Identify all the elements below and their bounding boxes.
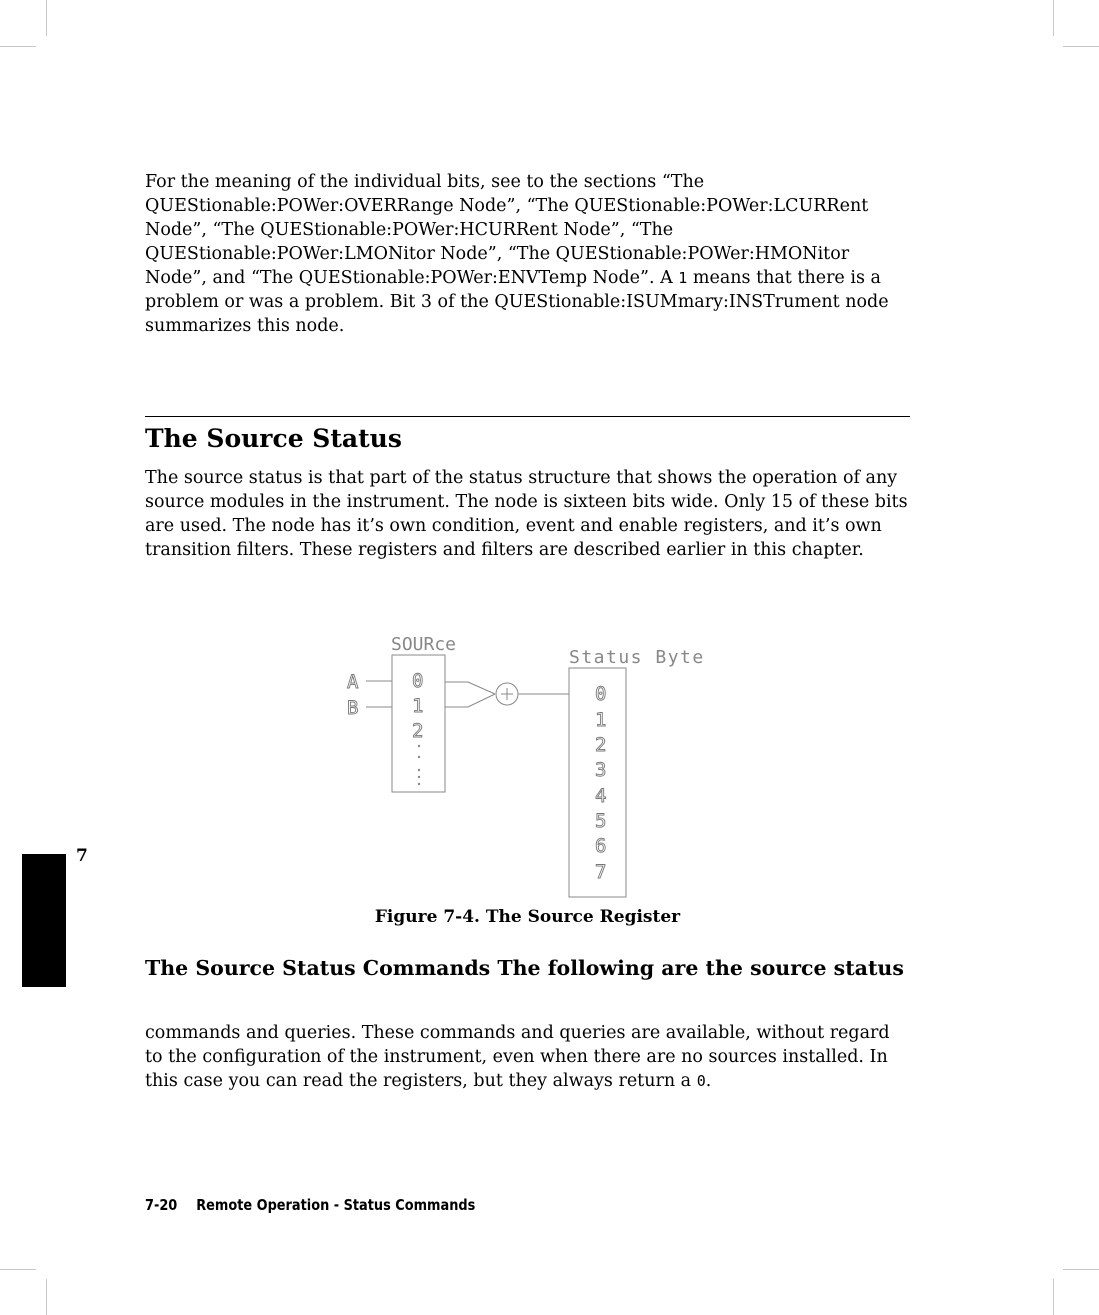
or-gate-icon	[496, 683, 518, 705]
section-divider	[145, 416, 910, 417]
status-byte-label: Status Byte	[569, 647, 705, 668]
crop-mark	[1063, 1269, 1099, 1270]
commands-heading: The Source Status Commands The following are the source status	[145, 956, 904, 980]
output-line-bit0	[445, 682, 495, 694]
status-bit: 0	[595, 683, 607, 705]
status-bit: 6	[595, 835, 607, 857]
source-bit: 2	[412, 720, 424, 742]
status-bit: 7	[595, 861, 607, 883]
section-heading: The Source Status	[145, 424, 402, 453]
source-bit: 0	[412, 670, 424, 692]
output-line-bit1	[445, 694, 495, 707]
source-status-paragraph: The source status is that part of the status structure that shows the operation of any source modules in the instrument. The node is sixteen bits wide. Only 15 of these bits are used. The node has it’s own condition, event and enable registers, and it’s own transition filters. These registers and filters are described earlier in this chapter.	[145, 468, 908, 560]
footer-title: Remote Operation - Status Commands	[196, 1196, 476, 1214]
ellipsis-dots	[418, 745, 420, 785]
intro-code: 1	[678, 269, 688, 287]
input-label-a: A	[347, 671, 359, 693]
intro-paragraph	[145, 170, 910, 338]
status-bit: 3	[595, 759, 607, 781]
crop-mark	[0, 46, 36, 47]
intro-text: For the meaning of the individual bits, see to the sections “The QUEStionable:POWer:OVERRange Node”, “The QUEStionable:POWer:LCURRent Node”, “The QUEStionable:POWer:HCURRent Node”, “The QUEStionable:POWer:LMONitor Node”, “The QUEStionable:POWer:HMONitor Node”, and “The QUEStionable:POWer:ENVTemp Node”. A	[145, 172, 869, 288]
crop-mark	[1053, 0, 1054, 36]
crop-mark	[1053, 1279, 1054, 1315]
status-bit: 4	[595, 785, 607, 807]
commands-code: 0	[696, 1072, 706, 1090]
crop-mark	[46, 1279, 47, 1315]
crop-mark	[46, 0, 47, 36]
source-register-label: SOURce	[391, 634, 457, 655]
source-register-diagram	[330, 625, 730, 905]
status-bit: 2	[595, 734, 607, 756]
page-footer	[145, 1193, 475, 1217]
source-bit: 1	[412, 695, 424, 717]
crop-mark	[1063, 46, 1099, 47]
status-bit: 5	[595, 810, 607, 832]
commands-text-end: .	[705, 1071, 712, 1091]
status-bit: 1	[595, 709, 607, 731]
figure-caption: Figure 7-4. The Source Register	[374, 907, 681, 927]
chapter-number: 7	[76, 846, 88, 866]
commands-text: commands and queries. These commands and queries are available, without regard to the configuration of the instrument, even when there are no sources installed. In this case you can read the registers, but they always return a	[145, 1023, 890, 1091]
intro-text-continued: means that there is a problem or was a problem. Bit 3 of the QUEStionable:ISUMmary:INSTrument node summarizes this node.	[145, 268, 889, 336]
crop-mark	[0, 1269, 36, 1270]
commands-paragraph	[145, 1021, 910, 1093]
chapter-tab	[22, 854, 66, 987]
input-label-b: B	[347, 697, 359, 719]
footer-page-number: 7-20	[145, 1196, 178, 1214]
